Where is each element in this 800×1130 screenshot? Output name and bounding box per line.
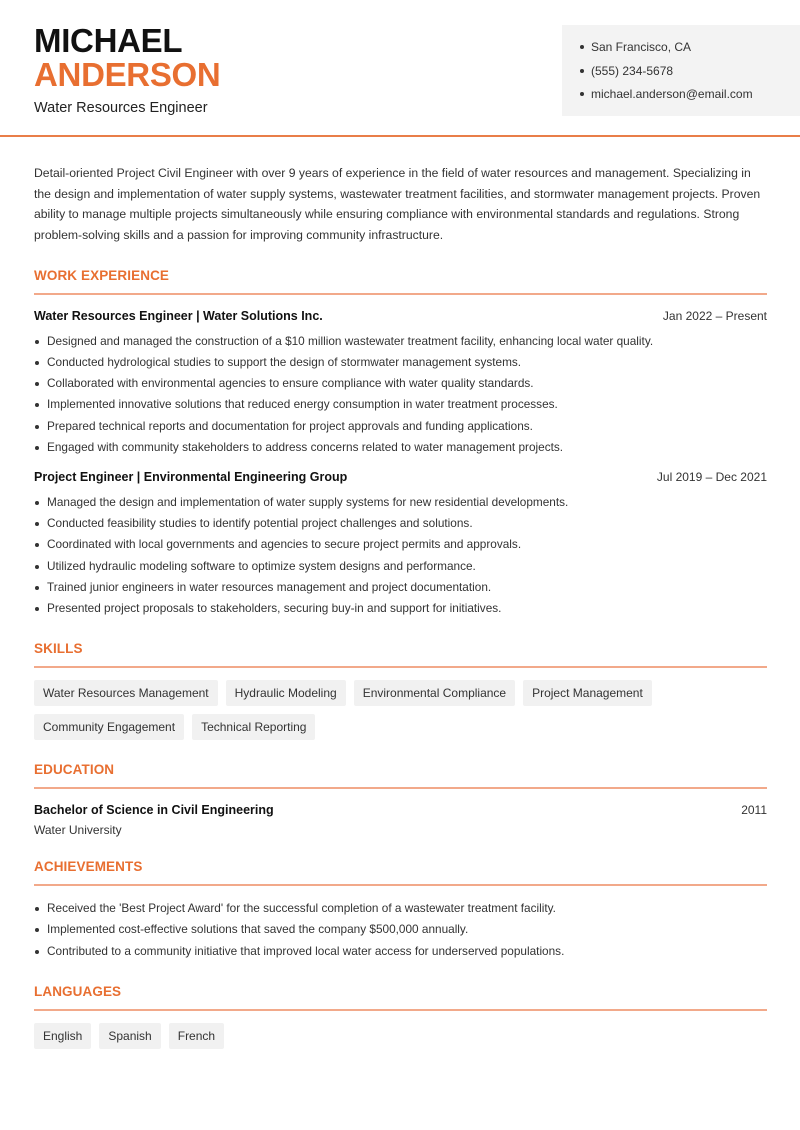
job-bullet: Utilized hydraulic modeling software to optimize system designs and performance.	[34, 556, 767, 577]
job-bullets	[34, 331, 767, 458]
degree: Bachelor of Science in Civil Engineering	[34, 803, 274, 818]
job-role: Project Engineer | Environmental Engineering Group	[34, 470, 348, 485]
education-entry	[34, 803, 767, 837]
languages-section	[34, 984, 767, 1049]
bullet-icon	[580, 69, 584, 73]
language-tags	[34, 1023, 767, 1049]
job-entry	[34, 309, 767, 458]
job-bullet: Trained junior engineers in water resources management and project documentation.	[34, 577, 767, 598]
first-name: MICHAEL	[34, 22, 183, 59]
skills-tags	[34, 680, 767, 740]
job-bullet: Engaged with community stakeholders to address concerns related to water management projects.	[34, 437, 767, 458]
job-bullets	[34, 492, 767, 619]
contact-location	[580, 39, 800, 63]
section-title-languages: LANGUAGES	[34, 984, 767, 1011]
job-bullet: Presented project proposals to stakeholders, securing buy-in and support for initiatives.	[34, 598, 767, 619]
bullet-icon	[580, 92, 584, 96]
last-name: ANDERSON	[34, 56, 221, 93]
job-bullet: Conducted feasibility studies to identify potential project challenges and solutions.	[34, 513, 767, 534]
job-header	[34, 470, 767, 484]
education-section	[34, 762, 767, 837]
contact-email-text: michael.anderson@email.com	[591, 87, 753, 101]
achievement-bullet: Received the 'Best Project Award' for the successful completion of a wastewater treatment facility.	[34, 898, 767, 919]
skill-tag: Technical Reporting	[192, 714, 315, 740]
resume-body	[34, 163, 767, 1049]
job-title: Water Resources Engineer	[34, 100, 208, 116]
school-name: Water University	[34, 823, 122, 838]
job-role: Water Resources Engineer | Water Solutions Inc.	[34, 308, 323, 323]
job-bullet: Managed the design and implementation of water supply systems for new residential developments.	[34, 492, 767, 513]
job-bullet: Coordinated with local governments and agencies to secure project permits and approvals.	[34, 534, 767, 555]
contact-phone-text: (555) 234-5678	[591, 63, 674, 78]
job-bullet: Conducted hydrological studies to support the design of stormwater management systems.	[34, 352, 767, 373]
resume-header	[0, 0, 800, 137]
candidate-name	[34, 24, 220, 92]
job-bullet: Collaborated with environmental agencies to ensure compliance with water quality standards.	[34, 373, 767, 394]
contact-phone	[580, 63, 800, 87]
education-header	[34, 803, 767, 817]
summary: Detail-oriented Project Civil Engineer with over 9 years of experience in the field of water resources and management. Specializing in the design and implementation of water supply systems, wastewater treatment facilities, and stormwater management projects. Proven ability to manage multiple projects simultaneously while ensuring compliance with environmental standards and regulations. Strong problem-solving skills and a passion for improving community infrastructure.	[34, 166, 761, 243]
achievement-bullet: Implemented cost-effective solutions that saved the company $500,000 annually.	[34, 919, 767, 940]
contact-email	[580, 86, 800, 110]
language-tag: English	[34, 1023, 91, 1049]
section-title-skills: SKILLS	[34, 641, 767, 668]
job-bullet: Designed and managed the construction of a $10 million wastewater treatment facility, enhancing local water quality.	[34, 331, 767, 352]
skill-tag: Project Management	[523, 680, 652, 706]
achievement-bullets	[34, 898, 767, 962]
skill-tag: Community Engagement	[34, 714, 184, 740]
language-tag: French	[169, 1023, 224, 1049]
job-entry	[34, 470, 767, 619]
job-date: Jul 2019 – Dec 2021	[656, 470, 767, 485]
skill-tag: Water Resources Management	[34, 680, 218, 706]
graduation-year: 2011	[741, 803, 767, 818]
job-header	[34, 309, 767, 323]
contact-box	[562, 25, 800, 116]
skill-tag: Hydraulic Modeling	[226, 680, 346, 706]
job-date: Jan 2022 – Present	[662, 308, 767, 323]
skills-section	[34, 641, 767, 740]
work-experience-section	[34, 268, 767, 619]
language-tag: Spanish	[99, 1023, 160, 1049]
contact-location-text: San Francisco, CA	[591, 40, 692, 54]
skill-tag: Environmental Compliance	[354, 680, 515, 706]
achievements-section	[34, 859, 767, 962]
section-title-work: WORK EXPERIENCE	[34, 268, 767, 295]
achievement-bullet: Contributed to a community initiative that improved local water access for underserved populations.	[34, 941, 767, 962]
bullet-icon	[580, 45, 584, 49]
job-bullet: Prepared technical reports and documentation for project approvals and funding applications.	[34, 416, 767, 437]
section-title-achievements: ACHIEVEMENTS	[34, 859, 767, 886]
job-bullet: Implemented innovative solutions that reduced energy consumption in water treatment processes.	[34, 394, 767, 415]
section-title-education: EDUCATION	[34, 762, 767, 789]
